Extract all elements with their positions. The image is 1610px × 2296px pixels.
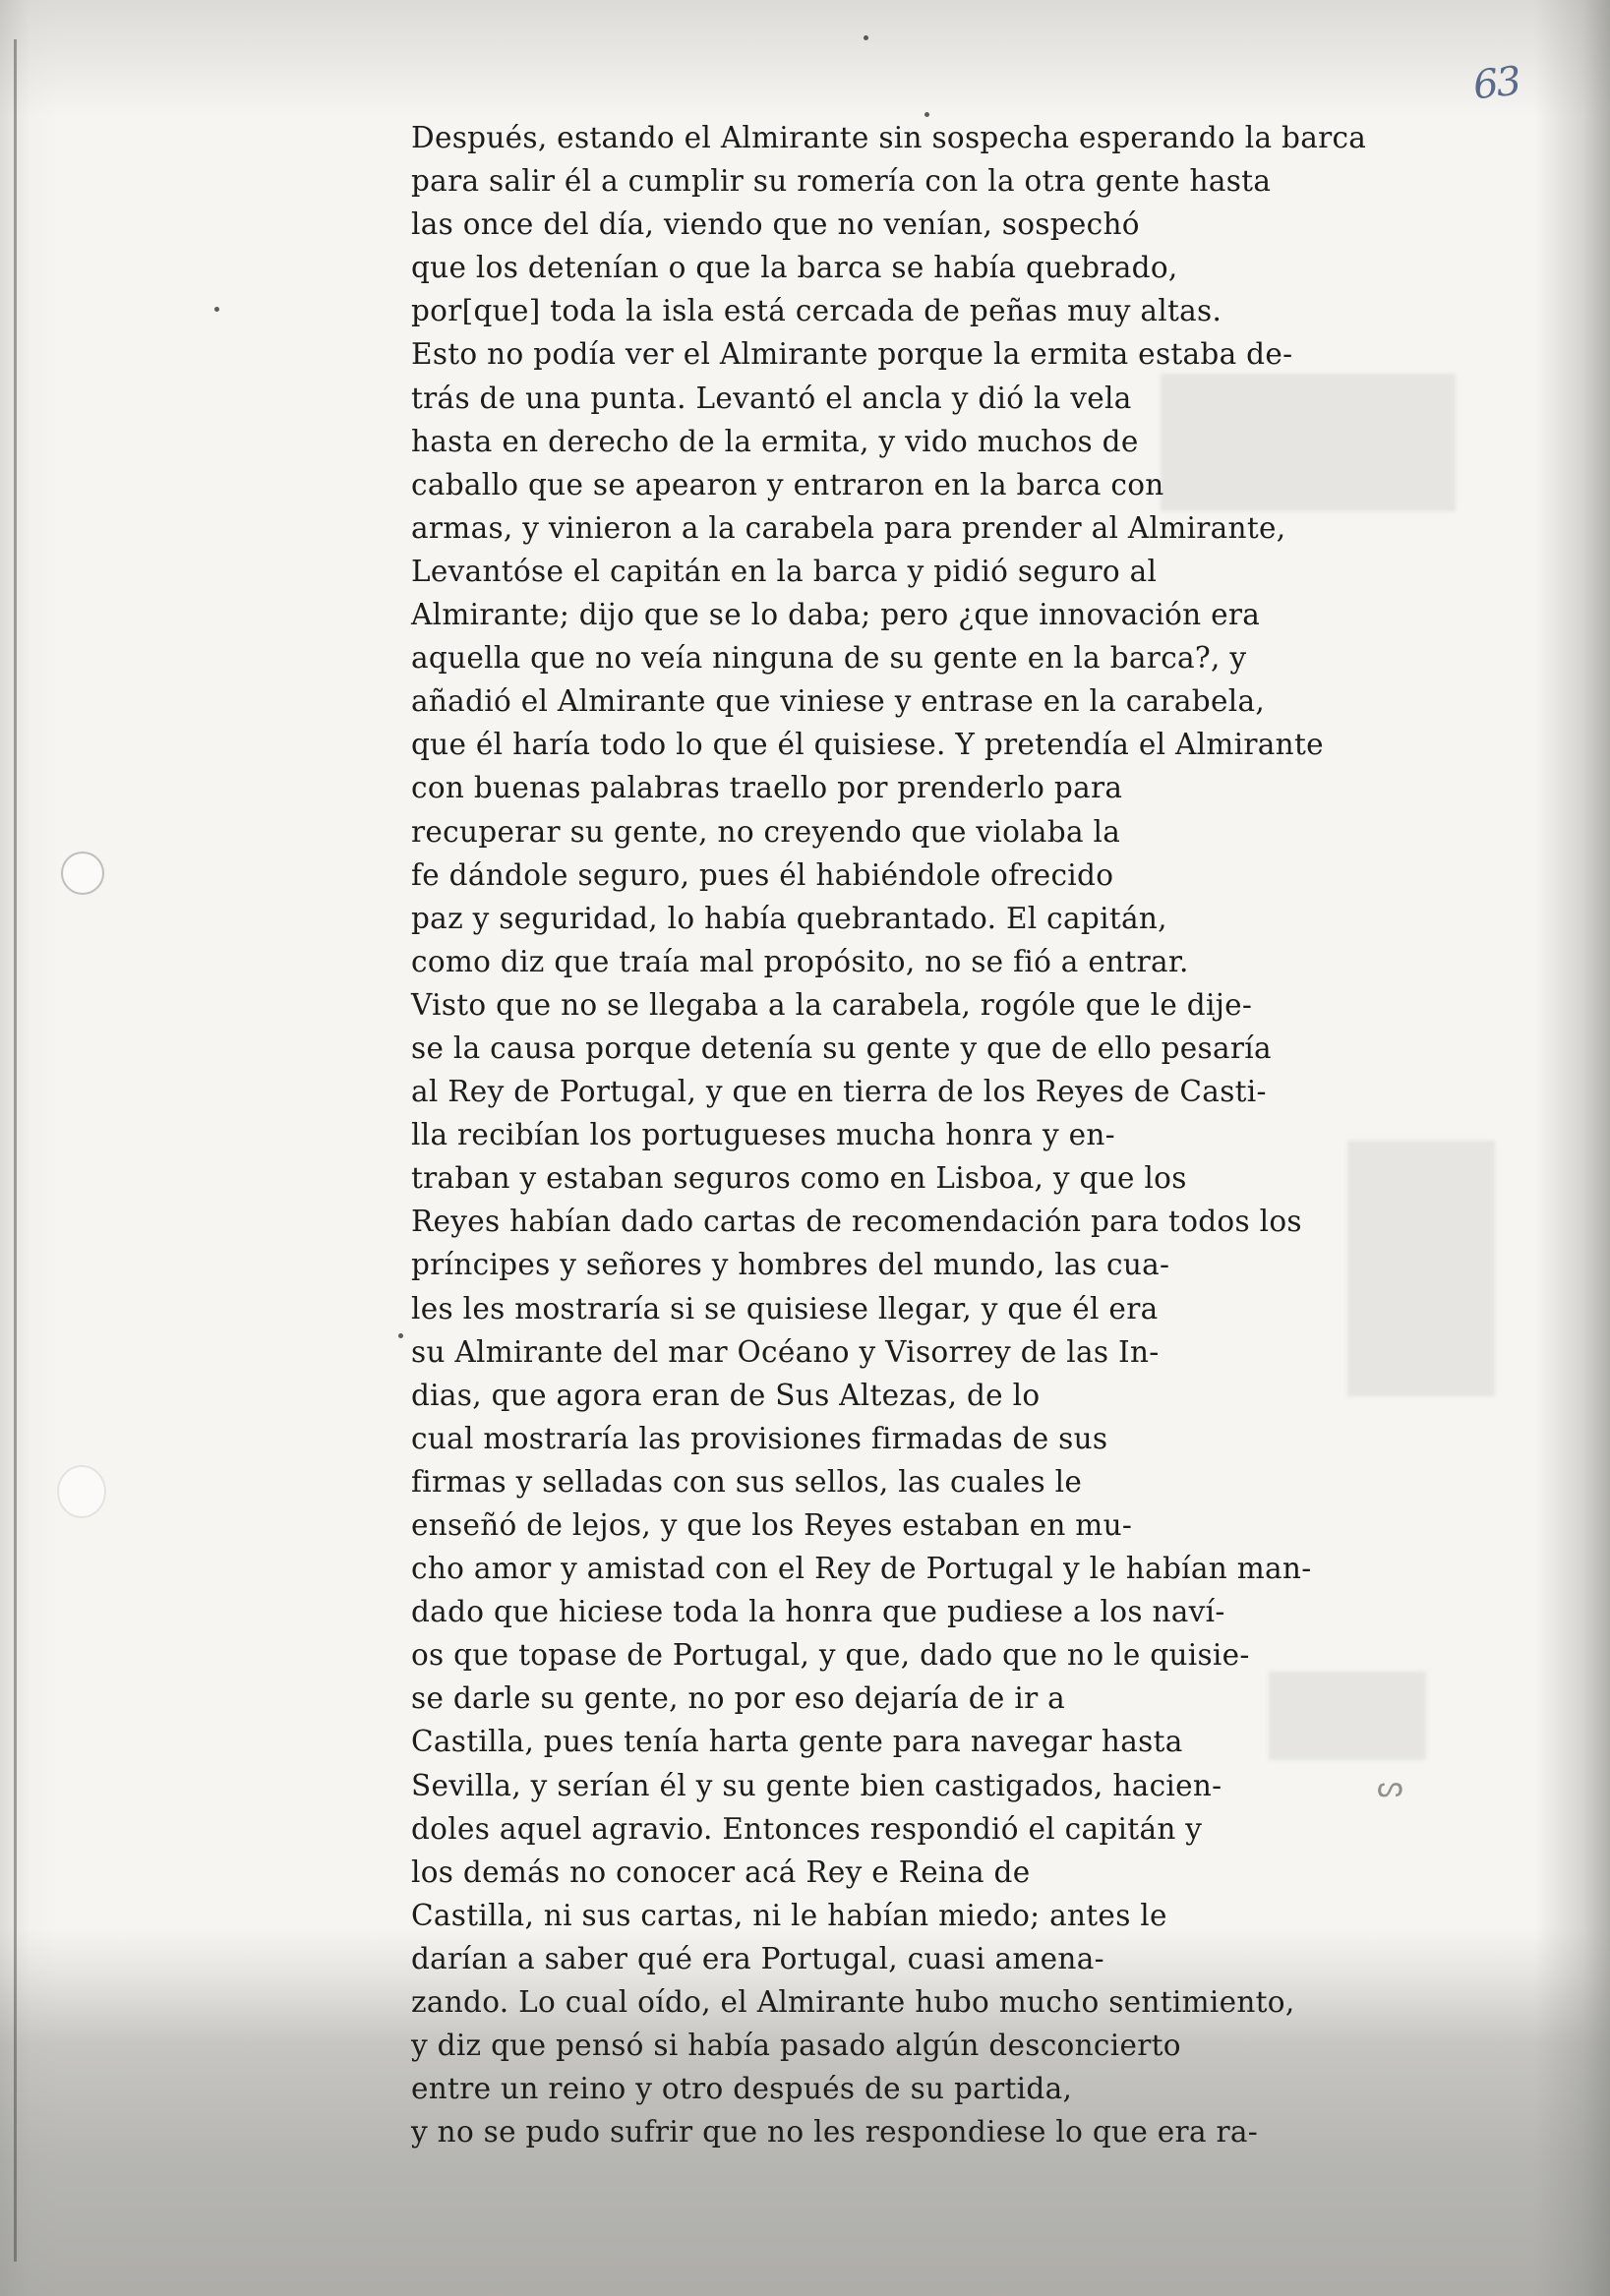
text-line: trás de una punta. Levantó el ancla y dió la vela: [411, 381, 1132, 415]
text-line: que los detenían o que la barca se había quebrado,: [411, 251, 1178, 285]
text-line: Esto no podía ver el Almirante porque la ermita estaba de-: [411, 337, 1293, 372]
binding-edge-rule: [14, 39, 17, 2262]
speck-mark: [398, 1333, 403, 1338]
text-line: firmas y selladas con sus sellos, las cuales le: [411, 1464, 1083, 1499]
text-line: dado que hiciese toda la honra que pudiese a los naví-: [411, 1595, 1225, 1629]
margin-mark: ᔕ: [1377, 1770, 1403, 1804]
text-line: que él haría todo lo que él quisiese. Y pretendía el Almirante: [411, 728, 1324, 762]
text-line: hasta en derecho de la ermita, y vido muchos de: [411, 424, 1139, 458]
text-line: aquella que no veía ninguna de su gente en la barca?, y: [411, 641, 1247, 676]
text-line: Después, estando el Almirante sin sospecha esperando la barca: [411, 121, 1367, 154]
text-line: caballo que se apearon y entraron en la barca con: [411, 467, 1164, 501]
text-line: recuperar su gente, no creyendo que violaba la: [411, 814, 1121, 849]
text-line: añadió el Almirante que viniese y entrase en la carabela,: [411, 684, 1266, 719]
text-line: cho amor y amistad con el Rey de Portugal y le habían man-: [411, 1552, 1312, 1586]
text-line: príncipes y señores y hombres del mundo, las cua-: [411, 1248, 1170, 1282]
text-line: armas, y vinieron a la carabela para prender al Almirante,: [411, 510, 1286, 545]
text-line: Levantóse el capitán en la barca y pidió seguro al: [411, 554, 1158, 588]
text-line: os que topase de Portugal, y que, dado que no le quisie-: [411, 1638, 1250, 1673]
speck-mark: [214, 307, 219, 312]
text-line: Reyes habían dado cartas de recomendación para todos los: [411, 1205, 1302, 1239]
text-line: con buenas palabras traello por prenderlo para: [411, 771, 1123, 805]
text-line: traban y estaban seguros como en Lisboa, y que los: [411, 1161, 1187, 1196]
text-line: doles aquel agravio. Entonces respondió el capitán y: [411, 1811, 1203, 1846]
text-line: les les mostraría si se quisiese llegar, y que él era: [411, 1291, 1159, 1325]
text-line: entre un reino y otro después de su partida,: [411, 2072, 1073, 2106]
text-line: lla recibían los portugueses mucha honra y en-: [411, 1118, 1115, 1152]
text-line: su Almirante del mar Océano y Visorrey de las In-: [411, 1334, 1160, 1369]
text-line: se darle su gente, no por eso dejaría de ir a: [411, 1681, 1066, 1716]
text-line: cual mostraría las provisiones firmadas de sus: [411, 1421, 1108, 1455]
text-line: y diz que pensó si había pasado algún desconcierto: [411, 2029, 1181, 2063]
text-line: al Rey de Portugal, y que en tierra de los Reyes de Casti-: [411, 1075, 1267, 1109]
text-line: los demás no conocer acá Rey e Reina de: [411, 1854, 1031, 1889]
text-line: se la causa porque detenía su gente y que de ello pesaría: [411, 1030, 1272, 1065]
text-line: Sevilla, y serían él y su gente bien castigados, hacien-: [411, 1768, 1222, 1802]
text-line: dias, que agora eran de Sus Altezas, de lo: [411, 1378, 1041, 1412]
text-line: zando. Lo cual oído, el Almirante hubo mucho sentimiento,: [411, 1985, 1295, 2020]
page-number: 63: [1470, 58, 1522, 109]
text-line: enseñó de lejos, y que los Reyes estaban en mu-: [411, 1508, 1133, 1542]
text-line: darían a saber qué era Portugal, cuasi amena-: [411, 1941, 1104, 1975]
punch-hole-faint: [57, 1465, 106, 1518]
body-text: [411, 116, 1414, 2153]
punch-hole: [61, 852, 104, 895]
text-line: Visto que no se llegaba a la carabela, rogóle que le dije-: [411, 987, 1253, 1022]
text-line: para salir él a cumplir su romería con la otra gente hasta: [411, 164, 1272, 199]
text-line: Almirante; dijo que se lo daba; pero ¿que innovación era: [411, 598, 1261, 632]
text-line: Castilla, ni sus cartas, ni le habían miedo; antes le: [411, 1898, 1167, 1932]
text-line: Castilla, pues tenía harta gente para navegar hasta: [411, 1725, 1183, 1759]
text-line: y no se pudo sufrir que no les respondiese lo que era ra-: [411, 2115, 1259, 2149]
text-line: paz y seguridad, lo había quebrantado. El capitán,: [411, 901, 1167, 935]
text-line: como diz que traía mal propósito, no se fió a entrar.: [411, 944, 1189, 978]
text-line: fe dándole seguro, pues él habiéndole ofrecido: [411, 857, 1114, 892]
text-line: por[que] toda la isla está cercada de peñas muy altas.: [411, 294, 1222, 328]
speck-mark: [864, 35, 868, 40]
text-line: las once del día, viendo que no venían, sospechó: [411, 207, 1140, 242]
